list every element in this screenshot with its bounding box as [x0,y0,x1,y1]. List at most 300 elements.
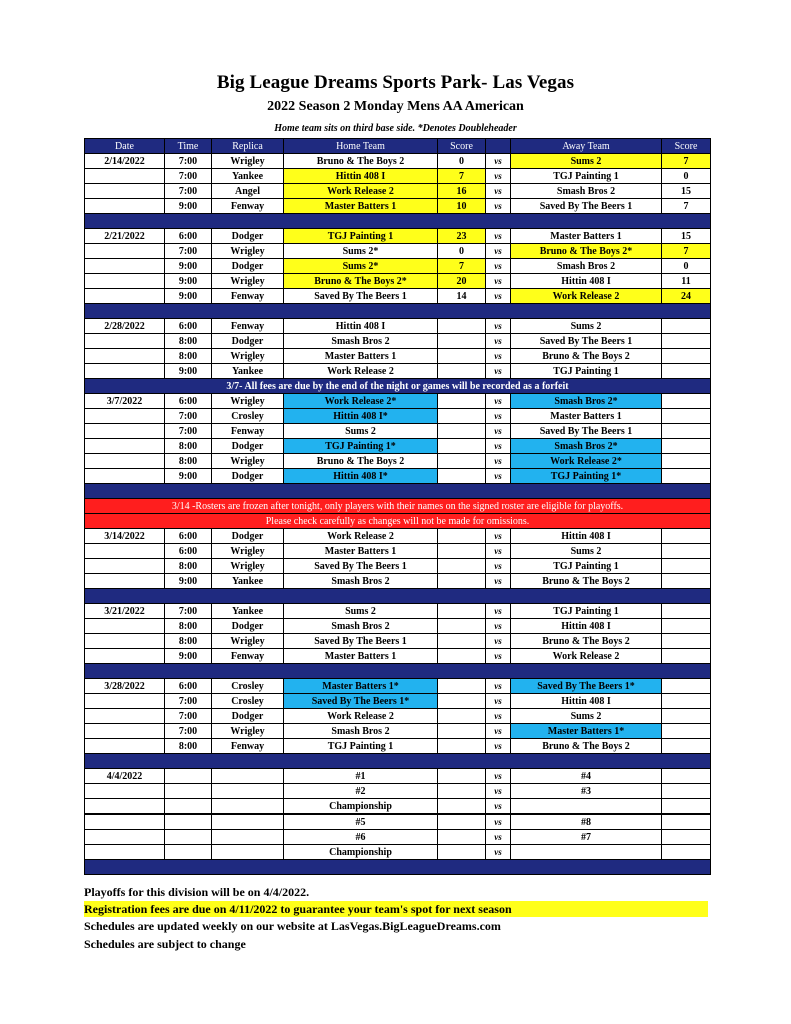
home-team: Saved By The Beers 1 [284,634,438,649]
header-away-score: Score [662,139,711,154]
home-team: Hittin 408 I* [284,409,438,424]
header-time: Time [165,139,212,154]
game-field: Wrigley [212,559,284,574]
game-row [85,649,711,664]
versus-label: vs [486,709,511,724]
game-row [85,469,711,484]
game-row [85,619,711,634]
game-time [165,784,212,799]
away-team [511,845,662,860]
home-team: Saved By The Beers 1 [284,289,438,304]
home-score [438,454,486,469]
home-team: Work Release 2 [284,709,438,724]
game-row [85,169,711,184]
game-field: Wrigley [212,349,284,364]
away-team: Saved By The Beers 1* [511,679,662,694]
versus-label: vs [486,544,511,559]
game-date [85,845,165,860]
game-field: Crosley [212,409,284,424]
game-field [212,845,284,860]
game-date [85,709,165,724]
game-row [85,154,711,169]
versus-label: vs [486,769,511,784]
game-row [85,439,711,454]
game-time: 9:00 [165,289,212,304]
game-time: 6:00 [165,229,212,244]
game-time [165,799,212,815]
away-team: Master Batters 1 [511,409,662,424]
game-date: 3/21/2022 [85,604,165,619]
home-score [438,694,486,709]
versus-label: vs [486,469,511,484]
game-row [85,559,711,574]
versus-label: vs [486,830,511,845]
game-date [85,169,165,184]
away-score: 24 [662,289,711,304]
home-team: Sums 2 [284,604,438,619]
week-separator-row [85,754,711,769]
game-row [85,409,711,424]
versus-label: vs [486,634,511,649]
home-team: Master Batters 1 [284,199,438,214]
away-team: Hittin 408 I [511,529,662,544]
versus-label: vs [486,409,511,424]
game-field: Dodger [212,619,284,634]
game-date: 2/28/2022 [85,319,165,334]
away-team: TGJ Painting 1 [511,364,662,379]
versus-label: vs [486,559,511,574]
home-score [438,409,486,424]
home-score [438,364,486,379]
game-field: Wrigley [212,454,284,469]
away-score [662,814,711,830]
home-score [438,424,486,439]
home-score [438,724,486,739]
versus-label: vs [486,724,511,739]
away-score [662,394,711,409]
away-score [662,679,711,694]
home-score [438,439,486,454]
home-team: Work Release 2 [284,529,438,544]
home-score [438,559,486,574]
away-score [662,544,711,559]
home-score [438,814,486,830]
away-score [662,845,711,860]
home-team: Work Release 2* [284,394,438,409]
game-date [85,349,165,364]
game-time: 7:00 [165,169,212,184]
away-score [662,784,711,799]
away-team: #7 [511,830,662,845]
game-row [85,394,711,409]
game-time [165,769,212,784]
away-score [662,559,711,574]
away-team: Master Batters 1 [511,229,662,244]
home-score [438,604,486,619]
header-replica: Replica [212,139,284,154]
home-team: Sums 2 [284,424,438,439]
game-row [85,724,711,739]
week-separator-row [85,589,711,604]
home-score: 20 [438,274,486,289]
game-time: 8:00 [165,634,212,649]
game-field: Fenway [212,649,284,664]
home-score [438,334,486,349]
game-time: 9:00 [165,274,212,289]
away-score [662,830,711,845]
game-field [212,814,284,830]
home-score [438,679,486,694]
away-score [662,694,711,709]
versus-label: vs [486,244,511,259]
versus-label: vs [486,424,511,439]
game-time: 6:00 [165,319,212,334]
away-team: Hittin 408 I [511,619,662,634]
away-team [511,799,662,815]
game-field: Yankee [212,604,284,619]
game-date [85,259,165,274]
game-date [85,469,165,484]
game-field: Dodger [212,334,284,349]
game-field: Yankee [212,364,284,379]
game-date: 4/4/2022 [85,769,165,784]
game-date: 2/21/2022 [85,229,165,244]
game-row [85,830,711,845]
fee-notice-row [85,379,711,394]
away-team: #8 [511,814,662,830]
away-team: TGJ Painting 1* [511,469,662,484]
week-separator-row [85,484,711,499]
home-score [438,574,486,589]
game-time: 7:00 [165,184,212,199]
game-field: Fenway [212,424,284,439]
home-team: Smash Bros 2 [284,574,438,589]
away-score [662,799,711,815]
away-team: Sums 2 [511,319,662,334]
game-time: 9:00 [165,469,212,484]
game-field: Crosley [212,679,284,694]
away-score [662,409,711,424]
versus-label: vs [486,814,511,830]
game-date [85,814,165,830]
away-score [662,529,711,544]
away-team: Smash Bros 2* [511,394,662,409]
game-time: 7:00 [165,244,212,259]
versus-label: vs [486,274,511,289]
game-field: Fenway [212,739,284,754]
home-score [438,649,486,664]
away-team: Hittin 408 I [511,274,662,289]
home-score [438,529,486,544]
game-field: Dodger [212,229,284,244]
home-team: TGJ Painting 1* [284,439,438,454]
separator-cell [85,484,711,499]
home-team: Championship [284,845,438,860]
home-team: TGJ Painting 1 [284,739,438,754]
home-score [438,845,486,860]
game-time: 7:00 [165,709,212,724]
home-team: Championship [284,799,438,815]
home-team: #2 [284,784,438,799]
game-date [85,544,165,559]
game-row [85,349,711,364]
versus-label: vs [486,649,511,664]
game-row [85,634,711,649]
game-row [85,364,711,379]
away-score [662,424,711,439]
home-score [438,799,486,815]
game-field: Wrigley [212,154,284,169]
week-separator-row [85,664,711,679]
home-score [438,619,486,634]
versus-label: vs [486,679,511,694]
away-score [662,469,711,484]
game-date [85,199,165,214]
game-row [85,274,711,289]
game-row [85,244,711,259]
away-team: Work Release 2* [511,454,662,469]
home-team: Smash Bros 2 [284,724,438,739]
playoffs-note: Playoffs for this division will be on 4/4/2022. [84,885,310,899]
game-row [85,229,711,244]
versus-label: vs [486,289,511,304]
away-team: TGJ Painting 1 [511,559,662,574]
separator-cell [85,214,711,229]
game-date [85,439,165,454]
game-row [85,604,711,619]
game-row [85,334,711,349]
home-score: 14 [438,289,486,304]
game-date [85,364,165,379]
home-score [438,544,486,559]
away-team: Bruno & The Boys 2* [511,244,662,259]
away-team: Bruno & The Boys 2 [511,349,662,364]
home-team: Hittin 408 I* [284,469,438,484]
home-score [438,319,486,334]
game-field: Dodger [212,709,284,724]
game-time: 9:00 [165,199,212,214]
away-team: Bruno & The Boys 2 [511,739,662,754]
away-team: Bruno & The Boys 2 [511,574,662,589]
game-date [85,784,165,799]
game-date [85,274,165,289]
header-home-score: Score [438,139,486,154]
game-date: 3/14/2022 [85,529,165,544]
roster-alert-text: Please check carefully as changes will not be made for omissions. [85,514,711,529]
home-score [438,469,486,484]
game-date [85,830,165,845]
home-team: Saved By The Beers 1* [284,694,438,709]
game-field [212,784,284,799]
website-note: Schedules are updated weekly on our website at LasVegas.BigLeagueDreams.com [84,919,501,933]
separator-cell [85,589,711,604]
away-score [662,439,711,454]
versus-label: vs [486,259,511,274]
away-score: 7 [662,199,711,214]
separator-cell [85,304,711,319]
home-team: Hittin 408 I [284,169,438,184]
game-time: 6:00 [165,544,212,559]
home-score [438,739,486,754]
game-field: Wrigley [212,274,284,289]
away-score: 7 [662,154,711,169]
game-time: 8:00 [165,334,212,349]
away-score [662,739,711,754]
game-time: 8:00 [165,559,212,574]
game-time: 7:00 [165,409,212,424]
home-score [438,394,486,409]
home-team: #6 [284,830,438,845]
game-row [85,199,711,214]
game-time: 6:00 [165,394,212,409]
away-team: Smash Bros 2 [511,184,662,199]
game-date: 3/28/2022 [85,679,165,694]
game-field: Wrigley [212,544,284,559]
game-field: Yankee [212,574,284,589]
game-row [85,769,711,784]
game-row [85,709,711,724]
home-team: Bruno & The Boys 2 [284,154,438,169]
game-time [165,830,212,845]
away-score [662,724,711,739]
away-team: Smash Bros 2* [511,439,662,454]
home-team: Master Batters 1 [284,649,438,664]
separator-cell [85,754,711,769]
away-team: Hittin 408 I [511,694,662,709]
away-score: 0 [662,259,711,274]
home-team: Master Batters 1 [284,349,438,364]
game-date [85,244,165,259]
away-score: 15 [662,229,711,244]
versus-label: vs [486,799,511,815]
game-field: Dodger [212,469,284,484]
home-score [438,830,486,845]
game-time: 7:00 [165,424,212,439]
versus-label: vs [486,619,511,634]
versus-label: vs [486,319,511,334]
week-separator-row [85,304,711,319]
versus-label: vs [486,574,511,589]
schedule-header-row [85,139,711,154]
header-home-team: Home Team [284,139,438,154]
game-date [85,649,165,664]
home-team-note: Home team sits on third base side. *Denotes Doubleheader [274,123,517,134]
away-team: Master Batters 1* [511,724,662,739]
versus-label: vs [486,694,511,709]
roster-alert-text: 3/14 -Rosters are frozen after tonight, only players with their names on the signed roster are eligible for playoffs. [85,499,711,514]
game-time [165,845,212,860]
fee-notice-text: 3/7- All fees are due by the end of the night or games will be recorded as a forfeit [85,379,711,394]
away-team: Sums 2 [511,544,662,559]
versus-label: vs [486,604,511,619]
away-team: Smash Bros 2 [511,259,662,274]
game-field: Dodger [212,439,284,454]
home-score [438,709,486,724]
away-score [662,649,711,664]
away-team: Bruno & The Boys 2 [511,634,662,649]
game-row [85,694,711,709]
away-score [662,709,711,724]
week-separator-row [85,214,711,229]
game-field: Wrigley [212,394,284,409]
versus-label: vs [486,394,511,409]
home-score: 0 [438,244,486,259]
home-score [438,769,486,784]
game-time: 8:00 [165,454,212,469]
home-team: #1 [284,769,438,784]
game-date [85,409,165,424]
game-field: Angel [212,184,284,199]
game-row [85,784,711,799]
away-team: #4 [511,769,662,784]
versus-label: vs [486,334,511,349]
away-score: 0 [662,169,711,184]
home-team: Sums 2* [284,244,438,259]
game-field: Dodger [212,529,284,544]
away-team: TGJ Painting 1 [511,604,662,619]
versus-label: vs [486,199,511,214]
game-time: 6:00 [165,529,212,544]
game-date [85,559,165,574]
versus-label: vs [486,184,511,199]
home-score [438,784,486,799]
game-field: Wrigley [212,244,284,259]
schedule-table [84,138,711,875]
home-team: Bruno & The Boys 2* [284,274,438,289]
game-time: 8:00 [165,349,212,364]
subject-to-change-note: Schedules are subject to change [84,937,246,951]
away-score [662,334,711,349]
game-row [85,679,711,694]
away-score [662,454,711,469]
game-time: 7:00 [165,604,212,619]
away-team: Work Release 2 [511,649,662,664]
versus-label: vs [486,784,511,799]
home-score [438,349,486,364]
roster-alert-row [85,514,711,529]
game-time: 7:00 [165,694,212,709]
away-team: #3 [511,784,662,799]
game-date [85,694,165,709]
home-score: 7 [438,169,486,184]
versus-label: vs [486,364,511,379]
registration-note: Registration fees are due on 4/11/2022 to guarantee your team's spot for next season [84,901,708,917]
versus-label: vs [486,229,511,244]
game-field: Wrigley [212,724,284,739]
game-field [212,830,284,845]
away-team: Saved By The Beers 1 [511,424,662,439]
game-time: 9:00 [165,574,212,589]
game-time: 7:00 [165,724,212,739]
game-field: Fenway [212,319,284,334]
home-team: Master Batters 1 [284,544,438,559]
game-date [85,334,165,349]
home-team: TGJ Painting 1 [284,229,438,244]
away-score [662,604,711,619]
home-score: 7 [438,259,486,274]
away-score [662,349,711,364]
header-date: Date [85,139,165,154]
game-date [85,724,165,739]
home-team: Hittin 408 I [284,319,438,334]
game-date [85,289,165,304]
game-time: 8:00 [165,439,212,454]
home-team: Bruno & The Boys 2 [284,454,438,469]
versus-label: vs [486,454,511,469]
away-score [662,634,711,649]
game-time: 9:00 [165,649,212,664]
game-time [165,814,212,830]
